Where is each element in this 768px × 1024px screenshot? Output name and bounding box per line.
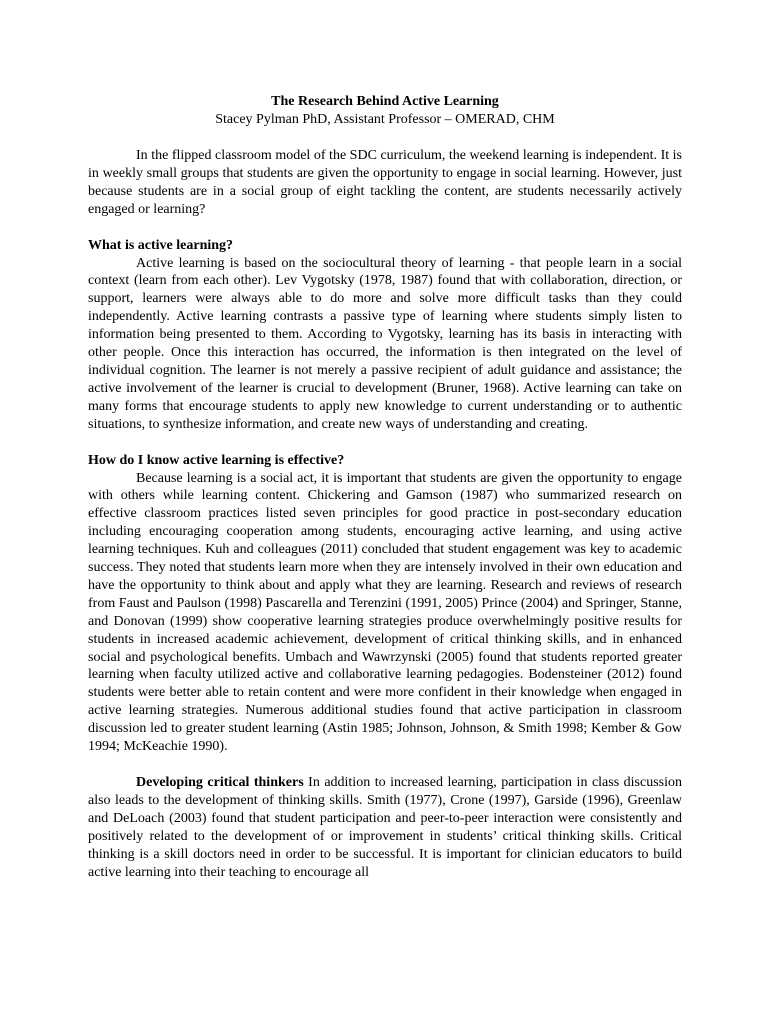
critical-thinkers-text: In addition to increased learning, participation in class discussion also leads to the development of thinking skills. Smith (1977), Crone (1997), Garside (1996), Greenlaw and DeLoach (2003) found that student participation and peer-to-peer interaction were consistently and positively related to the development of or improvement in students’ critical thinking skills. Critical thinking is a skill doctors need in order to be successful. It is important for clinician educators to build active learning into their teaching to encourage all [88, 775, 682, 880]
critical-thinkers-heading: Developing critical thinkers [136, 775, 304, 790]
section-heading-effectiveness: How do I know active learning is effective? [88, 452, 345, 468]
spacer [88, 434, 682, 452]
document-page [88, 93, 682, 881]
section-paragraph-effectiveness: Because learning is a social act, it is important that students are given the opportunity to engage with others while learning content. Chickering and Gamson (1987) who summarized research on effective classroom practices listed seven principles for good practice in post-secondary education including encouraging cooperation among students, encouraging active learning, and using active learning techniques. Kuh and colleagues (2011) concluded that student engagement was key to academic success. They noted that students learn more when they are intensely involved in their own education and have the opportunity to think about and apply what they are learning. Research and reviews of research from Faust and Paulson (1998) Pascarella and Terenzini (1991, 2005) Prince (2004) and Springer, Stanne, and Donovan (1999) show cooperative learning strategies produce overwhelmingly positive results for students in increased academic achievement, development of critical thinking skills, and in enhanced social and psychological benefits. Umbach and Wawrzynski (2005) found that students reported greater learning when faculty utilized active and collaborative learning pedagogies. Bodensteiner (2012) found students were better able to retain content and were more confident in their knowledge when engaged in active learning strategies. Numerous additional studies found that active participation in classroom discussion led to greater student learning (Astin 1985; Johnson, Johnson, & Smith 1998; Kember & Gow 1994; McKeachie 1990). [88, 470, 682, 755]
document-title: The Research Behind Active Learning [271, 94, 499, 109]
intro-paragraph: In the flipped classroom model of the SDC curriculum, the weekend learning is independent. It is in weekly small groups that students are given the opportunity to engage in social learning. However, just because students are in a social group of eight tackling the content, are students necessarily actively engaged or learning? [88, 148, 682, 217]
spacer [88, 219, 682, 237]
critical-thinkers-paragraph [88, 774, 682, 881]
spacer [88, 756, 682, 774]
section-paragraph-what-is-active-learning: Active learning is based on the sociocultural theory of learning - that people learn in a social context (learn from each other). Lev Vygotsky (1978, 1987) found that with collaboration, direction, or support, learners were always able to do more and solve more difficult tasks than they could independently. Active learning contrasts a passive type of learning where students simply listen to information being presented to them. According to Vygotsky, learning has its basis in interacting with other people. Once this interaction has occurred, the information is then integrated on the level of individual cognition. The learner is not merely a passive recipient of adult guidance and assistance; the active involvement of the learner is crucial to development (Bruner, 1968). Active learning can take on many forms that encourage students to apply new knowledge to current understanding or to authentic situations, to synthesize information, and create new ways of understanding and creating. [88, 255, 682, 432]
section-heading-what-is-active-learning: What is active learning? [88, 237, 234, 253]
title-block [88, 93, 682, 129]
author-line: Stacey Pylman PhD, Assistant Professor – OMERAD, CHM [215, 112, 555, 127]
